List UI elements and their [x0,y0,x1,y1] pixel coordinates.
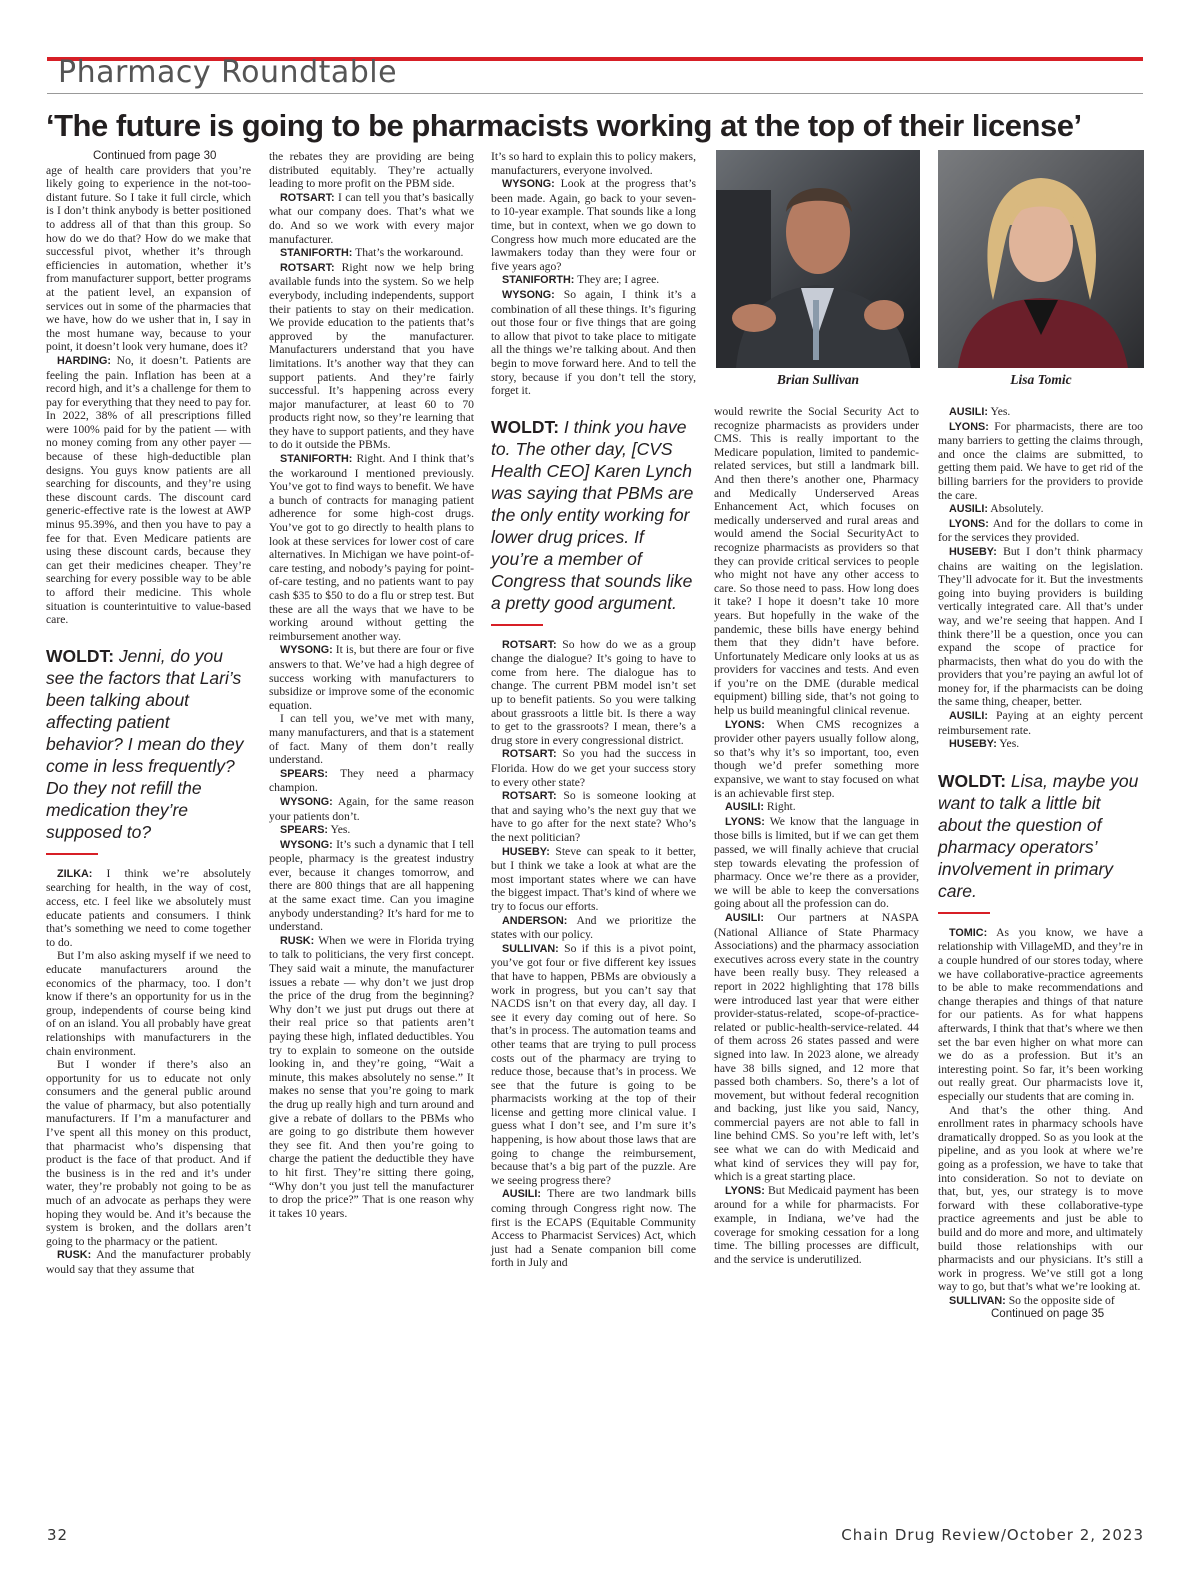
paragraph: TOMIC: As you know, we have a relationship with VillageMD, and they’re in a couple hundred of our stores today, where we have collaborative-practice agreements to be able to make recommendations and change therapies and things of that nature for our patients. As for what happens afterwards, I think that that’s where we then set the bar even higher on what more can we do as a profession. But it’s an interesting point. So far, it’s been working out really great. Our pharmacists love it, especially our students that are coming in. [938,925,1143,1103]
paragraph: It’s so hard to explain this to policy makers, manufacturers, everyone involved. [491,150,696,177]
paragraph: ROTSART: So how do we as a group change the dialogue? It’s going to have to come from here. The dialogue has to change. The current PBM model isn’t set up to benefit patients. So you were talking about grassroots a little bit. Is there a way to get to the grassroots? I mean, there’s a drug store in every congressional district. [491,637,696,747]
paragraph: AUSILI: Paying at an eighty percent reimbursement rate. [938,709,1143,737]
header-gray-rule [47,93,1143,94]
speaker-name: ZILKA: [57,867,93,880]
paragraph: RUSK: When we were in Florida trying to talk to politicians, the very first concept. They said wait a minute, the manufacturer issues a rebate — why don’t we just drop the price of the drug from the beginning? Why don’t we just put drugs out there at their real price so that patients aren’t paying these high, inflated deductibles. You try to explain to someone on the outside looking in, and they’re going, “Wait a minute, this makes absolutely no sense.” It makes no sense that you’re going to mark the drug up really high and turn around and give a rebate of dollars to the PBMs who are going to go distribute them however they see fit. And then you’re going to charge the patient the deductible they have to hit first. They’re sitting there going, “Why don’t you just tell the manufacturer to drop the price?” That is one reason why it takes 10 years. [269,933,474,1220]
paragraph: ROTSART: So you had the success in Florida. How do we get your success story to every other state? [491,747,696,789]
page-number: 32 [47,1526,69,1544]
paragraph: STANIFORTH: They are; I agree. [502,273,660,287]
speaker-name: RUSK: [57,1249,92,1262]
paragraph: WYSONG: Look at the progress that’s been made. Again, go back to your seven- to 10-year example. That sounds like a long time, but in context, when we go down to Congress how much more educated are the lawmakers today than they were four or five years ago? [491,177,696,273]
paragraph: ZILKA: I think we’re absolutely searching for health, in the way of cost, access, etc. I feel like we absolutely must educate patients and consumers. I think that’s something we need to come together to do. [46,866,251,949]
paragraph: SULLIVAN: So the opposite side of [949,1293,1115,1307]
portrait-man-image [716,150,920,368]
paragraph: WYSONG: It’s such a dynamic that I tell people, pharmacy is the greatest industry ever, because it changes tomorrow, and there are 800 things that are all happening at the same exact time. Can you imagine anybody understanding? It’s hard for me to understand. [269,837,475,934]
paragraph: LYONS: And for the dollars to come in for the services they provided. [938,516,1143,545]
paragraph: HUSEBY: But I don’t think pharmacy chains are waiting on the legislation. They’ll advocate for it. But the investments going into buying providers is building vertically integrated care. All that’s under way, and we’re seeing that happen. And I think there’ll be a question, once you can expand the scope of practice for pharmacists, then what do you do with the providers that you’re paying an awful lot of money for, if the pharmacists can be doing the same thing, cheaper, better. [938,544,1143,709]
headline: ‘The future is going to be pharmacists working at the top of their license’ [46,108,1082,143]
pull-quote: WOLDT: Lisa, maybe you want to talk a little bit about the question of pharmacy operators’ involvement in primary care. [938,770,1139,901]
pull-quote: WOLDT: I think you have to. The other day, [CVS Health CEO] Karen Lynch was saying that PBMs are the only entity working for lower drug prices. If you’re a member of Congress that sounds like a pretty good argument. [491,416,694,613]
paragraph: AUSILI: Absolutely. [949,502,1044,516]
paragraph: But I’m also asking myself if we need to educate manufacturers around the economics of the pharmacy, too. I don’t know if there’s an opportunity for us in the group, independents of course being kind of on an island. You all probably have great relationships with manufacturers in the chain environment. [46,949,251,1058]
continued-on: Continued on page 35 [991,1308,1105,1321]
section-title: Pharmacy Roundtable [58,55,398,90]
paragraph: HUSEBY: Steve can speak to it better, but I think we take a look at what are the most important states where we can have the biggest impact. That’s kind of where we try to focus our efforts. [491,844,696,913]
paragraph: RUSK: And the manufacturer probably would say that they assume that [46,1248,251,1276]
article-column-2 [269,150,474,1220]
paragraph: LYONS: When CMS recognizes a provider other payers usually follow along, so that’s why it’s so important, too, even though we’d prefer something more expansive, we want to stay focused on what is an achievable first step. [714,717,919,800]
paragraph: And that’s the other thing. And enrollment rates in pharmacy schools have dramatically dropped. So as you look at the pipeline, and as you look at where we’re going as a profession, we have to take that into consideration. So not to deviate on that, but, yes, our strategy is to move forward with these collaborative-type practice agreements and just be able to build and do more and more, and ultimately build those relationships with our pharmacists and our physicians. It’s still a work in progress. We’ve still got a long way to go, but that’s what we’re looking at. [938,1103,1143,1294]
paragraph: HUSEBY: Yes. [949,737,1020,751]
paragraph: STANIFORTH: That’s the workaround. [280,246,464,260]
publication-line: Chain Drug Review/October 2, 2023 [841,1526,1144,1544]
paragraph: LYONS: But Medicaid payment has been around for a while for pharmacists. For example, in Indiana, we’ve had the coverage for smoking cessation for a long time. The billing processes are difficult, and the service is underutilized. [714,1183,919,1266]
article-column-4 [714,405,919,1266]
photo-lisa-tomic [938,150,1144,368]
portrait-woman-image [938,150,1144,368]
photo-caption: Brian Sullivan [776,372,860,387]
paragraph: age of health care providers that you’re likely going to experience in the not-too-distant future. So I take it full circle, which is I don’t think anybody is better positioned to address all of that than this group. So how do we do that? How do we make that successful pivot, whether it’s through efficiencies in automation, whether it’s from manufacturer support, better programs at the patient level, an expansion of services out in some of the pharmacies that we have, how do we usher that in, I say in the most humane way, because to your point, it doesn’t look very humane, does it? [46,163,251,354]
paragraph: ROTSART: So is someone looking at that and saying who’s the next guy that we have to go after for the next state? Who’s the next politician? [491,789,696,844]
continued-from: Continued from page 30 [93,150,217,162]
paragraph: WYSONG: So again, I think it’s a combination of all these things. It’s figuring out those four or five things that are going to allow that pivot to take place to mitigate all the things we’re talking about. And then begin to move forward here. And to tell the story, because if you don’t tell the story, forget it. [491,287,696,398]
pull-quote-rule [491,624,543,626]
paragraph: LYONS: We know that the language in those bills is limited, but if we can get them passed, we will finally achieve that crucial step towards elevating the profession of pharmacy. Once we’re there as a provider, we will be able to keep the conversations going about all the profession can do. [714,814,919,911]
paragraph: ROTSART: I can tell you that’s basically what our company does. That’s what we do. And so we work with every major manufacturer. [269,190,474,246]
paragraph: But I wonder if there’s also an opportunity for us to educate not only consumers and the general public around the value of pharmacy, but also potentially manufacturers. If I’m a manufacturer and I’ve spent all this money on this product, that pharmacist who’s dispensing that product is the face of that product. And if the business is in the red and it’s under water, they’re probably not going to be as much of an advocate as perhaps they were hoping they would be. And it’s because the system is broken, and the dollars aren’t going to the pharmacy or the patient. [46,1058,251,1248]
paragraph: HARDING: No, it doesn’t. Patients are feeling the pain. Inflation has been at a record high, and it’s a challenge for them to pay for everything that they need to pay for. In 2022, 38% of all prescriptions filled were 100% paid for by the patient — with no money coming from any other payer — because of these high-deductible plan designs. You guys know patients are all searching for discounts, and they’re using these discount cards. The discount card generic-effective rate is the lowest at AWP minus 95.39%, and then you have to pay a fee for that. Even Medicare patients are using these discount cards, because they can get their medicines cheaper. They’re searching for every possible way to be able to afford their medicine. This whole situation is counterintuitive to value-based care. [46,353,251,627]
photo-brian-sullivan [716,150,920,368]
paragraph: would rewrite the Social Security Act to recognize pharmacists as providers under CMS. This is really important to the Medicare population, limited to pandemic-related services, but still a landmark bill. And then there’s another one, Pharmacy and Medically Underserved Areas Enhancement Act, which focuses on medically underserved and rural areas and would amend the Social SecurityAct to recognize pharmacists as providers so that they can provide critical services to people who might not have any other access to care. So those need to pass. How long does it take? I hope it doesn’t take 10 more years. But hopefully in the wake of the pandemic, these bills have energy behind them that they didn’t have before. Unfortunately Medicare only looks at us as providers for vaccines and tests. And even if you’re on the DME (durable medical equipment) billing side, that’s not going to help us build meaningful clinical revenue. [714,405,919,718]
photo-caption: Lisa Tomic [1010,372,1072,387]
speaker-name: HARDING: [57,354,111,367]
paragraph: WYSONG: It is, but there are four or five answers to that. We’ve had a high degree of success working with manufacturers to subsidize or improve some of the economic equation. [269,643,474,712]
paragraph: ANDERSON: And we prioritize the states with our policy. [491,913,696,942]
paragraph: STANIFORTH: Right. And I think that’s the workaround I mentioned previously. You’ve got to find ways to benefit. We have a bunch of contracts for managing patient adherence for some high-cost drugs. You’ve got to go directly to health plans to look at these services for lower cost of care alternatives. In Michigan we have point-of-care testing, and nobody’s paying for point-of-care testing, and no patients want to pay cash $35 to $50 to do a flu or strep test. But these are all the ways that we have to be working around without getting the reimbursement another way. [269,452,474,643]
article-column-5 [938,405,1143,1322]
paragraph: AUSILI: There are two landmark bills coming through Congress right now. The first is the ECAPS (Equitable Community Access to Pharmacist Services) Act, which just had a Senate companion bill come forth in July and [491,1187,696,1270]
paragraph: ROTSART: Right now we help bring available funds into the system. So we help everybody, including independents, support their patients to stay on their medication. We provide education to the patients that’s approved by the manufacturer. Manufacturers understand that you have limitations. It’s another way that they can support patients. And they’re fairly successful. It’s happening across every major manufacturer, at least 60 to 70 products right now, so they’re learning that they have to support patients, and they have to do it outside the PBMs. [269,260,474,452]
pull-quote-rule [46,853,98,855]
paragraph: LYONS: For pharmacists, there are too many barriers to getting the claims through, and once the claims are submitted, to getting them paid. We have to get rid of the billing barriers for the providers to provide the care. [938,419,1143,502]
pull-quote: WOLDT: Jenni, do you see the factors that Lari’s been talking about affecting patient behavior? I mean do they come in less frequently? Do they not refill the medication they’re supposed to? [46,645,244,842]
paragraph: AUSILI: Right. [725,800,796,814]
paragraph: AUSILI: Our partners at NASPA (National Alliance of State Pharmacy Associations) and the pharmacy association executives across every state in the country have been really busy. They released a report in 2022 highlighting that 178 bills were introduced last year that were either provider-status-related, scope-of-practice-related or public-health-service-related. 44 of them across 26 states passed and were signed into law. In 2023 alone, we already have 38 bills signed, and 12 more that passed both chambers. So, there’s a lot of movement, but without federal recognition and backing, just like you said, Nancy, commercial payers are not able to fall in line behind CMS. So you’re left with, let’s see what we can do with Medicaid and what kind of services they will pay for, which is a great starting place. [714,910,919,1184]
paragraph: SPEARS: Yes. [280,823,351,837]
paragraph: SPEARS: They need a pharmacy champion. [269,766,474,795]
paragraph: the rebates they are providing are being distributed equitably. They’re actually leading to more profit on the PBM side. [269,150,474,191]
paragraph: AUSILI: Yes. [949,405,1011,418]
paragraph: SULLIVAN: So if this is a pivot point, you’ve got four or five different key issues that have to happen, PBMs are obviously a work in progress, but you can’t say that NACDS isn’t on that every day, all day. I see it every day coming out of here. So that’s in process. The automation teams and other teams that are trying to pull process costs out of the pharmacy are trying to reduce those, because that’s in process. We see that the future is going to be pharmacists working at the top of their license and getting more clinical value. I guess what I don’t see, and I’m sure it’s happening, is how about those laws that are going to change the reimbursement, because that’s a big part of the puzzle. Are we seeing progress there? [491,941,696,1187]
paragraph: WYSONG: Again, for the same reason your patients don’t. [269,794,474,823]
article-column-3 [491,150,696,1270]
pull-quote-rule [938,912,990,914]
article-column-1 [46,150,251,1277]
paragraph: I can tell you, we’ve met with many, many manufacturers, and that is a statement of fact. Many of them don’t really understand. [269,712,474,767]
